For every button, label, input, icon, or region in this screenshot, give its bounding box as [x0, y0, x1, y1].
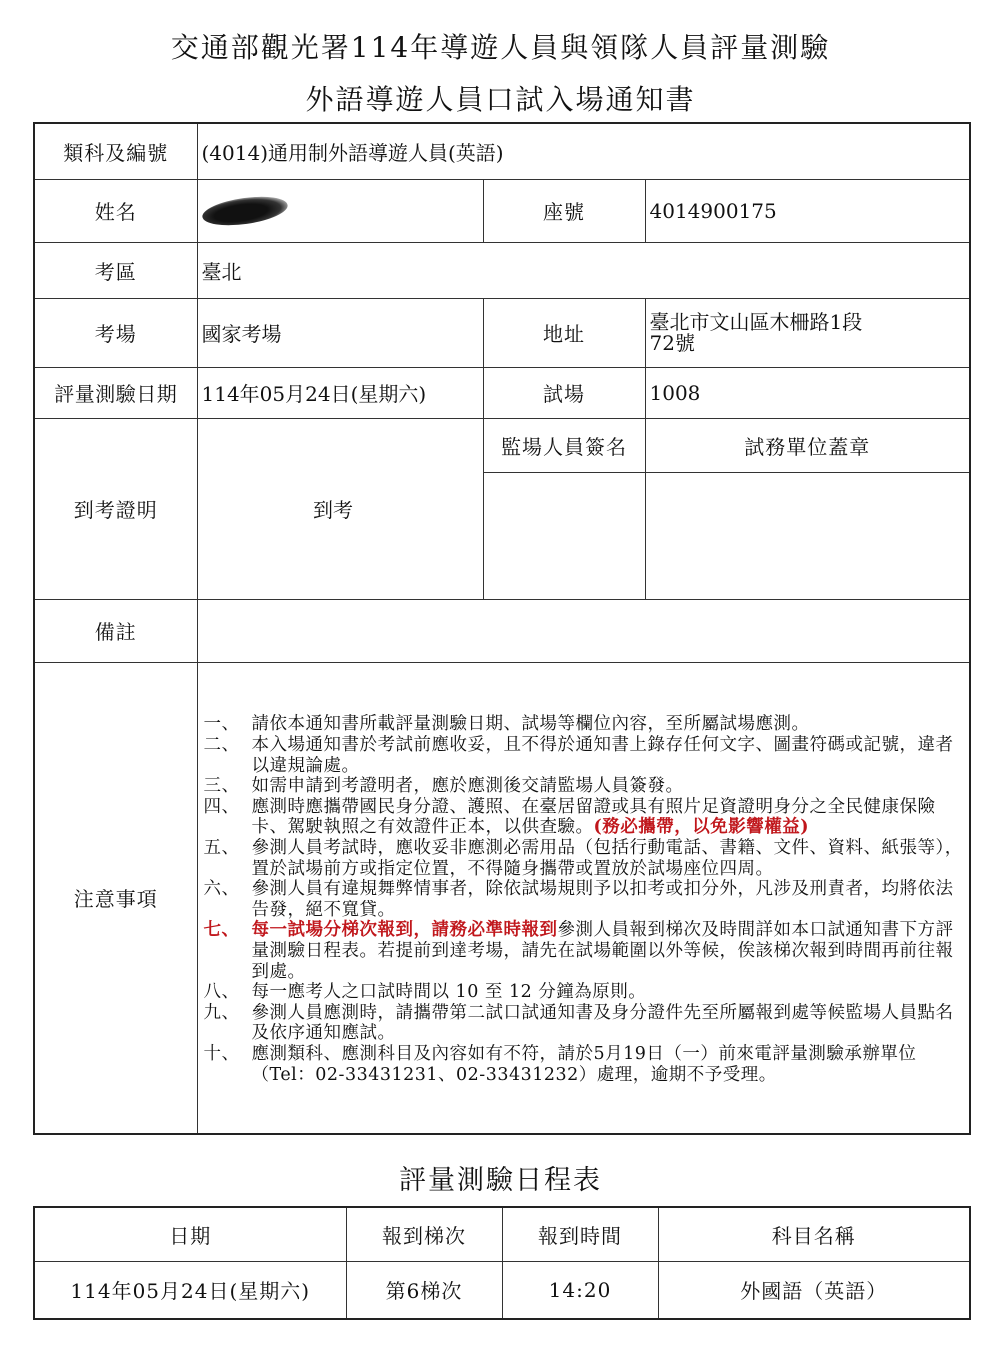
schedule-table [33, 1206, 971, 1320]
notes-label: 注意事項 [34, 662, 197, 1134]
schedule-header-date: 日期 [34, 1207, 346, 1261]
proctor-signature-box [483, 472, 645, 599]
schedule-header-batch: 報到梯次 [346, 1207, 502, 1261]
remarks-value [197, 599, 970, 662]
stamp-label: 試務單位蓋章 [645, 418, 970, 472]
schedule-date: 114年05月24日(星期六) [34, 1261, 346, 1319]
note-item: 一、 請依本通知書所載評量測驗日期、試場等欄位內容，至所屬試場應測。 [203, 714, 810, 735]
table-row [34, 1261, 970, 1319]
exam-date-label: 評量測驗日期 [34, 367, 197, 418]
note-item: 三、 如需申請到考證明者，應於應測後交請監場人員簽發。 [203, 776, 684, 797]
schedule-title: 評量測驗日程表 [399, 1165, 602, 1196]
note-item: 八、 每一應考人之口試時間以 10 至 12 分鐘為原則。 [203, 982, 647, 1003]
address-value [645, 298, 970, 367]
seat-label: 座號 [483, 179, 645, 242]
proctor-signature-label: 監場人員簽名 [483, 418, 645, 472]
admission-form-table [33, 122, 971, 1135]
schedule-batch: 第6梯次 [346, 1261, 502, 1319]
note-warning: 每一試場分梯次報到，請務必準時報到 [251, 920, 558, 941]
note-item: 五、 參測人員考試時，應收妥非應測必需用品（包括行動電話、書籍、文件、資料、紙張等），置於試場前方或指定位置，不得隨身攜帶或置放於試場座位四周。 [203, 837, 963, 879]
note-item: 七、 每一試場分梯次報到，請務必準時報到參測人員報到梯次及時間詳如本口試通知書下方評量測驗日程表。若提前到達考場，請先在試場範圍以外等候，俟該梯次報到時間再前往報到處。 [203, 920, 954, 982]
region-label: 考區 [34, 242, 197, 298]
schedule-time: 14:20 [502, 1261, 658, 1319]
exam-date-value: 114年05月24日(星期六) [197, 367, 483, 418]
attendance-label: 到考證明 [34, 418, 197, 599]
region-value: 臺北 [197, 242, 970, 298]
category-label: 類科及編號 [34, 123, 197, 179]
address-line-1: 臺北市文山區木柵路1段 [649, 309, 863, 334]
room-label: 試場 [483, 367, 645, 418]
name-label: 姓名 [34, 179, 197, 242]
seat-value: 4014900175 [645, 179, 970, 242]
notes-cell [197, 662, 970, 1134]
remarks-label: 備註 [34, 599, 197, 662]
document-title: 交通部觀光署114年導遊人員與領隊人員評量測驗 [170, 31, 831, 64]
venue-label: 考場 [34, 298, 197, 367]
note-item: 九、 參測人員應測時，請攜帶第二試口試通知書及身分證件先至所屬報到處等候監場人員點名及依序通知應試。 [203, 1002, 954, 1044]
category-value: (4014)通用制外語導遊人員(英語) [197, 123, 970, 179]
room-value: 1008 [645, 367, 970, 418]
name-value [197, 179, 483, 242]
note-item: 二、 本入場通知書於考試前應收妥，且不得於通知書上錄存任何文字、圖畫符碼或記號，違者以違規論處。 [203, 735, 954, 776]
schedule-subject: 外國語（英語） [658, 1261, 970, 1319]
venue-value: 國家考場 [197, 298, 483, 367]
note-warning: (務必攜帶，以免影響權益) [593, 817, 810, 838]
address-label: 地址 [483, 298, 645, 367]
address-line-2: 72號 [649, 330, 695, 355]
redacted-name-blur [200, 192, 289, 230]
notes-list [204, 714, 964, 1085]
schedule-header-time: 報到時間 [502, 1207, 658, 1261]
note-item: 十、 應測類科、應測科目及內容如有不符，請於5月19日（一）前來電評量測驗承辦單位（Tel：02-33431231、02-33431232）處理，逾期不予受理。 [203, 1043, 917, 1085]
note-item: 四、 應測時應攜帶國民身分證、護照、在臺居留證或具有照片足資證明身分之全民健康保險卡、駕駛執照之有效證件正本，以供查驗。(務必攜帶，以免影響權益) [203, 796, 936, 838]
stamp-box [645, 472, 970, 599]
schedule-header-subject: 科目名稱 [658, 1207, 970, 1261]
document-subtitle: 外語導遊人員口試入場通知書 [305, 83, 696, 116]
note-item: 六、 參測人員有違規舞弊情事者，除依試場規則予以扣考或扣分外，凡涉及刑責者，均將依法告發，絕不寬貸。 [203, 879, 954, 920]
attendance-value: 到考 [197, 418, 483, 599]
schedule-header-row [34, 1207, 970, 1261]
